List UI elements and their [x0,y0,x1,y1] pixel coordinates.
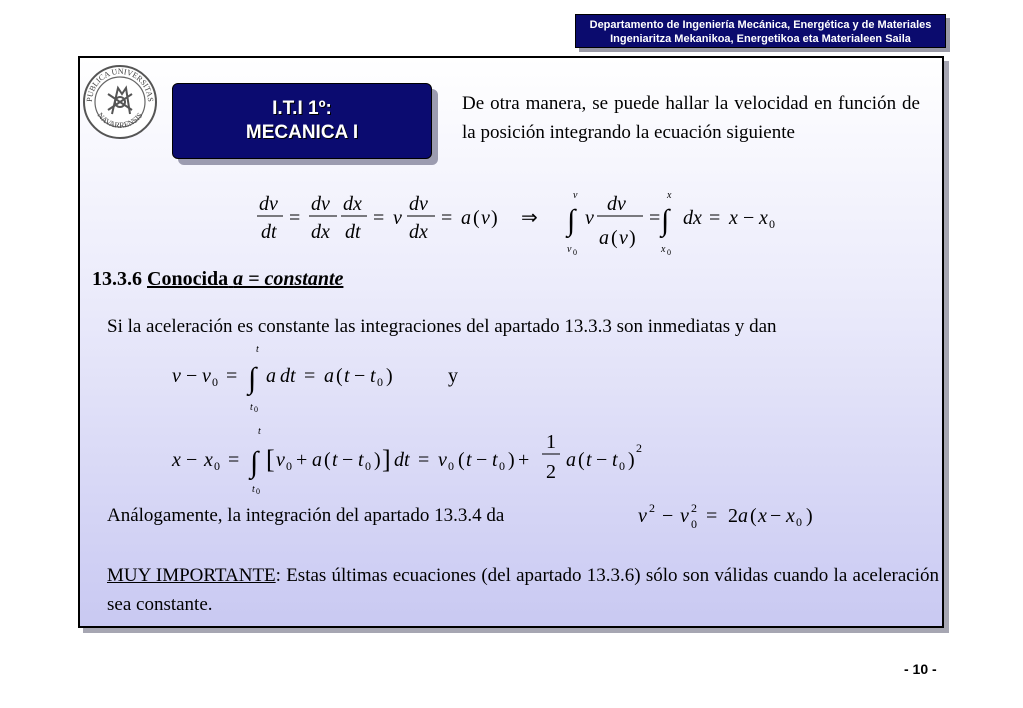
svg-text:v: v [567,244,572,255]
svg-text:t: t [252,484,255,495]
svg-text:−: − [342,449,354,471]
svg-text:): ) [628,449,635,471]
department-name-eu: Ingeniaritza Mekanikoa, Energetikoa eta Materialeen Saila [610,33,911,45]
svg-text:−: − [770,505,782,527]
svg-text:dt: dt [280,365,296,387]
svg-text:a: a [738,505,748,527]
svg-text:t: t [612,449,618,471]
svg-text:x: x [661,244,666,255]
svg-text:0: 0 [619,459,625,473]
svg-text:0: 0 [667,248,671,257]
svg-text:=: = [706,505,718,527]
conjunction-y: y [448,365,458,387]
svg-text:2: 2 [546,461,556,483]
svg-text:): ) [629,227,636,249]
svg-text:v: v [638,505,647,527]
svg-text:2: 2 [728,505,738,527]
svg-text:⇒: ⇒ [521,207,538,229]
svg-text:t: t [586,449,592,471]
svg-text:0: 0 [796,515,802,529]
svg-text:=: = [228,449,240,471]
svg-text:dt: dt [261,221,277,243]
svg-text:0: 0 [573,248,577,257]
svg-text:2: 2 [649,501,655,515]
svg-text:a: a [312,449,322,471]
svg-text:∫: ∫ [661,204,670,237]
department-name-es: Departamento de Ingeniería Mecánica, Energética y de Materiales [589,19,932,31]
svg-text:dv: dv [259,193,278,215]
svg-text:t: t [344,365,350,387]
svg-text:=: = [304,365,316,387]
department-banner [575,14,946,48]
svg-text:dx: dx [683,207,702,229]
important-text: : Estas últimas ecuaciones (del apartado 13.3.6) sólo son válidas cuando la aceleración sea constante. [107,565,939,615]
svg-text:t: t [250,402,253,413]
important-note [107,561,939,619]
svg-text:dv: dv [311,193,330,215]
svg-text:+: + [296,449,308,471]
svg-text:−: − [186,449,198,471]
svg-text:t: t [370,365,376,387]
svg-text:dt: dt [345,221,361,243]
svg-text:v: v [172,365,181,387]
svg-text:=: = [441,207,453,229]
university-seal-logo [82,64,158,140]
svg-text:v: v [585,207,594,229]
svg-text:(: ( [473,207,480,229]
svg-text:=: = [289,207,301,229]
svg-text:x: x [758,505,767,527]
svg-text:x: x [786,505,795,527]
svg-text:): ) [491,207,498,229]
svg-text:[: [ [266,445,275,474]
svg-text:a: a [461,207,471,229]
important-label: MUY IMPORTANTE [107,565,276,586]
svg-text:−: − [186,365,198,387]
svg-text:1: 1 [546,431,556,453]
svg-text:=: = [418,449,430,471]
svg-text:(: ( [324,449,331,471]
svg-text:dx: dx [311,221,330,243]
svg-text:x: x [172,449,181,471]
svg-text:0: 0 [448,459,454,473]
svg-text:−: − [596,449,608,471]
svg-text:a: a [266,365,276,387]
svg-text:(: ( [611,227,618,249]
section-title-text: Conocida [147,268,229,290]
svg-text:2: 2 [636,441,642,455]
svg-text:x: x [759,207,768,229]
svg-text:=: = [226,365,238,387]
svg-text:): ) [374,449,381,471]
section-title-emphasis: a = constante [233,268,344,290]
svg-text:2: 2 [691,501,697,515]
svg-text:=: = [649,207,661,229]
svg-text:a: a [566,449,576,471]
svg-text:): ) [386,365,393,387]
svg-text:x: x [729,207,738,229]
svg-text:−: − [476,449,488,471]
svg-text:(: ( [578,449,585,471]
svg-text:v: v [438,449,447,471]
svg-text:−: − [743,207,755,229]
svg-text:0: 0 [769,217,775,231]
constant-acceleration-paragraph: Si la aceleración es constante las integraciones del apartado 13.3.3 son inmediatas y dan [107,316,777,337]
svg-text:v: v [276,449,285,471]
section-title [147,268,343,290]
svg-text:a: a [324,365,334,387]
svg-text:−: − [662,505,674,527]
svg-text:∫: ∫ [248,362,257,395]
svg-text:=: = [373,207,385,229]
svg-text:∫: ∫ [250,446,259,479]
svg-text:t: t [256,344,259,355]
svg-text:dx: dx [409,221,428,243]
svg-text:(: ( [458,449,465,471]
svg-text:dv: dv [409,193,428,215]
svg-text:x: x [667,190,672,201]
analog-paragraph: Análogamente, la integración del apartado 13.3.4 da [107,505,505,526]
svg-text:v: v [573,190,578,201]
svg-text:t: t [332,449,338,471]
svg-text:−: − [354,365,366,387]
equation-velocity-position [255,186,795,262]
svg-text:v: v [481,207,490,229]
svg-text:dt: dt [394,449,410,471]
svg-text:0: 0 [691,517,697,531]
section-number: 13.3.6 [92,268,142,290]
svg-text:a: a [599,227,609,249]
svg-text:0: 0 [377,375,383,389]
svg-text:0: 0 [499,459,505,473]
svg-text:v: v [202,365,211,387]
svg-text:0: 0 [256,487,260,496]
svg-text:t: t [358,449,364,471]
svg-text:): ) [508,449,515,471]
svg-text:v: v [619,227,628,249]
svg-text:v: v [680,505,689,527]
course-title-box [172,83,432,159]
svg-text:0: 0 [365,459,371,473]
svg-text:PUBLICA UNIVERSITAS: PUBLICA UNIVERSITAS [84,66,156,103]
course-code: I.T.I 1º: [272,98,332,119]
page-number: - 10 - [904,661,937,677]
svg-text:NAVARRENSIS: NAVARRENSIS [95,110,145,130]
equation-position-constant [172,420,672,496]
svg-text:t: t [492,449,498,471]
svg-text:dv: dv [607,193,626,215]
svg-text:0: 0 [212,375,218,389]
svg-text:0: 0 [254,405,258,414]
svg-text:]: ] [382,445,391,474]
svg-text:(: ( [336,365,343,387]
course-name: MECANICA I [245,122,359,143]
svg-text:(: ( [750,505,757,527]
svg-text:t: t [466,449,472,471]
intro-paragraph: De otra manera, se puede hallar la velocidad en función de la posición integrando la ecuación siguiente [462,93,920,143]
section-heading [92,268,343,291]
svg-text:): ) [806,505,813,527]
equation-velocity-constant [172,340,472,412]
svg-text:∫: ∫ [567,204,576,237]
svg-text:t: t [258,426,261,437]
svg-text:v: v [393,207,402,229]
svg-text:+: + [518,449,530,471]
svg-text:0: 0 [286,459,292,473]
equation-velocity-squared [638,496,858,536]
svg-text:0: 0 [214,459,220,473]
svg-text:=: = [709,207,721,229]
svg-text:dx: dx [343,193,362,215]
svg-text:x: x [204,449,213,471]
